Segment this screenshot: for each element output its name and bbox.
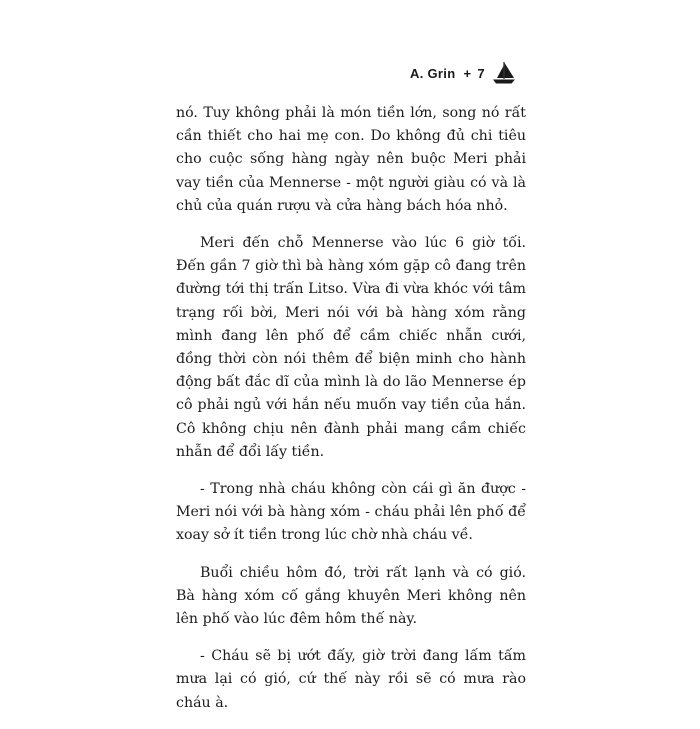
header-separator: + (463, 65, 472, 81)
page-number: 7 (477, 65, 485, 81)
body-text (176, 102, 526, 729)
paragraph: Meri đến chỗ Mennerse vào lúc 6 giờ tối. Đến gần 7 giờ thì bà hàng xóm gặp cô đang trên đường tới thị trấn Litso. Vừa đi vừa khóc với tâm trạng rối bời, Meri nói với bà hàng xóm rằng mình đang lên phố để cầm chiếc nhẫn cưới, đồng thời còn nói thêm để biện minh cho hành động bất đắc dĩ của mình là do lão Mennerse ép cô phải ngủ với hắn nếu muốn vay tiền của hắn. Cô không chịu nên đành phải mang cầm chiếc nhẫn để đổi lấy tiền. (176, 235, 526, 460)
paragraph: - Trong nhà cháu không còn cái gì ăn được - Meri nói với bà hàng xóm - cháu phải lên phố để xoay sở ít tiền trong lúc chờ nhà cháu về. (176, 481, 526, 544)
running-header (410, 60, 517, 86)
paragraph: nó. Tuy không phải là món tiền lớn, song nó rất cần thiết cho hai mẹ con. Do không đủ chi tiêu cho cuộc sống hàng ngày nên buộc Meri phải vay tiền của Mennerse - một người giàu có và là chủ của quán rượu và cửa hàng bách hóa nhỏ. (176, 105, 526, 214)
paragraph: Buổi chiều hôm đó, trời rất lạnh và có gió. Bà hàng xóm cố gắng khuyên Meri không nên lên phố vào lúc đêm hôm thế này. (176, 564, 526, 628)
header-author: A. Grin (410, 65, 456, 81)
paragraph: - Cháu sẽ bị ướt đấy, giờ trời đang lấm tấm mưa lại có gió, cứ thế này rồi sẽ có mưa rào cháu à. (176, 648, 526, 711)
sailboat-icon (491, 60, 517, 86)
